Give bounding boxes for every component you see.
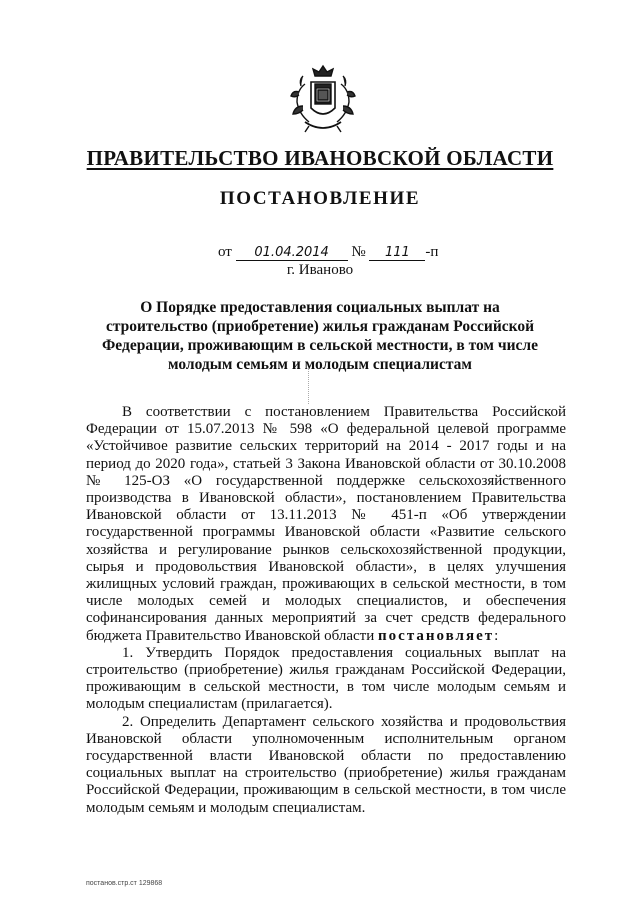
- decree-colon: :: [494, 627, 499, 644]
- document-subject: О Порядке предоставления социальных выплат на строительство (приобретение) жилья гражданам Российской Федерации, проживающим в сельской местности, в том числе молодым семьям и молодым специалистам: [101, 299, 538, 373]
- number-suffix: -п: [425, 244, 439, 260]
- date-prefix: от: [218, 244, 232, 260]
- date-number-line: [218, 244, 438, 261]
- number-sign: №: [351, 244, 366, 260]
- coat-of-arms-icon: [285, 62, 361, 138]
- decree-word: постановляет: [378, 627, 495, 644]
- file-reference: постанов.стр.ст 129868: [86, 880, 163, 887]
- preamble-paragraph: [86, 404, 566, 645]
- city-name: г. Иваново: [286, 262, 354, 278]
- scan-artifact: [308, 368, 313, 404]
- handwritten-date: 01.04.2014: [236, 246, 348, 261]
- government-title: ПРАВИТЕЛЬСТВО ИВАНОВСКОЙ ОБЛАСТИ: [86, 146, 554, 170]
- document-type-heading: ПОСТАНОВЛЕНИЕ: [219, 188, 421, 209]
- handwritten-number: 111: [369, 246, 425, 261]
- item-2-paragraph: 2. Определить Департамент сельского хозяйства и продовольствия Ивановской области уполномоченным исполнительным органом государственной власти Ивановской области по предоставлению социальных выплат на строительство (приобретение) жилья гражданам Российской Федерации, проживающим в сельской местности, в том числе молодым семьям и молодым специалистам.: [86, 713, 566, 816]
- item-1-paragraph: 1. Утвердить Порядок предоставления социальных выплат на строительство (приобретение) жилья гражданам Российской Федерации, проживающим в сельской местности, в том числе молодым семьям и молодым специалистам (прилагается).: [86, 644, 566, 713]
- preamble-text: В соответствии с постановлением Правительства Российской Федерации от 15.07.2013 № 598 «О федеральной целевой программе «Устойчивое развитие сельских территорий на 2014 - 2017 годы и на период до 2020 года», статьей 3 Закона Ивановской области от 30.10.2008 № 125-ОЗ «О государственной поддержке сельскохозяйственного производства в Ивановской области», постановлением Правительства Ивановской области от 13.11.2013 № 451-п «Об утверждении государственной программы Ивановской области «Развитие сельского хозяйства и регулирование рынков сельскохозяйственной продукции, сырья и продовольствия Ивановской области», в целях улучшения жилищных условий граждан, проживающих в сельской местности, в том числе молодых семей и молодых специалистов, и обеспечения софинансирования данных мероприятий за счет средств федерального бюджета Правительство Ивановской области: [86, 404, 566, 644]
- document-body: [86, 404, 566, 817]
